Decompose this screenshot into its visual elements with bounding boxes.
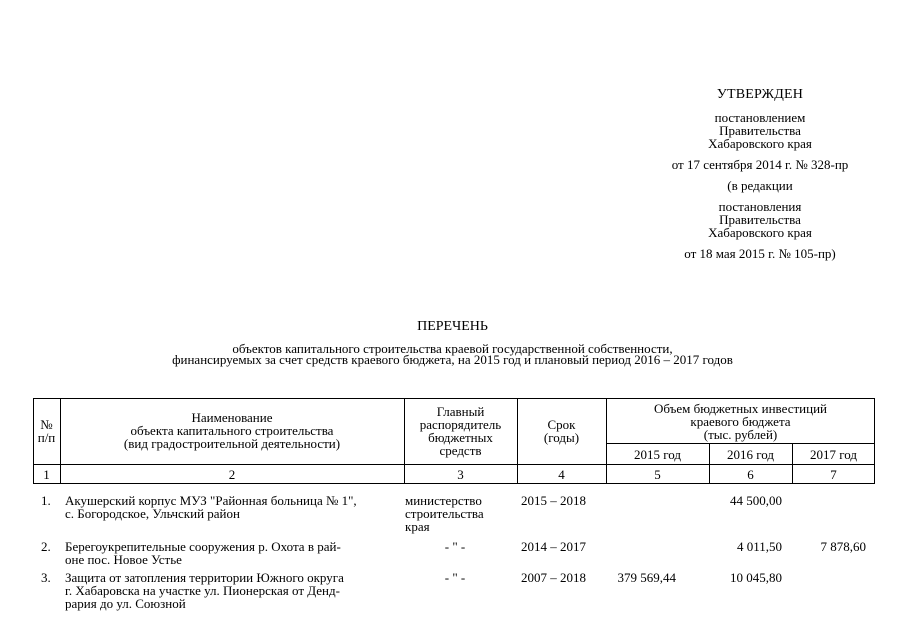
approval-line: от 17 сентября 2014 г. № 328-пр (671, 157, 849, 172)
header-name: Наименование объекта капитального строительства (вид градостроительной деятельности) (123, 410, 341, 451)
approval-block (640, 88, 880, 260)
term: 2015 – 2018 (521, 493, 586, 508)
col-number: 2 (228, 467, 236, 482)
col-number: 6 (747, 467, 754, 482)
value-2016: 10 045,80 (730, 570, 782, 585)
approval-line: Правительства (719, 123, 801, 138)
col-number: 5 (654, 467, 661, 482)
row-number: 1. (41, 493, 51, 508)
agency: министерство строительства края (405, 493, 484, 534)
approval-line: Хабаровского края (708, 225, 812, 240)
approval-line: постановлением (714, 110, 806, 125)
col-number: 4 (558, 467, 565, 482)
header-volume: Объем бюджетных инвестиций краевого бюджета (тыс. рублей) (654, 401, 827, 442)
value-2015: 379 569,44 (617, 570, 676, 585)
header-2015: 2015 год (634, 447, 681, 462)
header-agency: Главный распорядитель бюджетных средств (419, 404, 502, 458)
value-2016: 4 011,50 (736, 539, 782, 554)
col-number: 3 (457, 467, 464, 482)
approval-line: Хабаровского края (708, 136, 812, 151)
object-name: Защита от затопления территории Южного округа г. Хабаровска на участке ул. Пионерская от Денд- рария до ул. Союзной (65, 570, 344, 611)
object-name: Акушерский корпус МУЗ "Районная больница № 1", с. Богородское, Ульчский район (65, 493, 357, 521)
term: 2007 – 2018 (521, 570, 586, 585)
approved-stamp: УТВЕРЖДЕН (716, 87, 804, 102)
header-num: № п/п (37, 417, 56, 445)
header-2017: 2017 год (810, 447, 857, 462)
approval-line: (в редакции (727, 178, 793, 193)
row-number: 2. (41, 539, 51, 554)
object-name: Берегоукрепительные сооружения р. Охота в рай- оне пос. Новое Устье (65, 539, 341, 567)
document-subtitle: финансируемых за счет средств краевого бюджета, на 2015 год и плановый период 2016 – 2017 годов (172, 352, 733, 367)
term: 2014 – 2017 (521, 539, 586, 554)
row-number: 3. (41, 570, 51, 585)
header-term: Срок (годы) (543, 417, 580, 445)
document-subtitle: объектов капитального строительства краевой государственной собственности, (232, 341, 673, 356)
approval-line: Правительства (719, 212, 801, 227)
value-2017: 7 878,60 (820, 539, 866, 554)
col-number: 1 (43, 467, 50, 482)
approval-line: от 18 мая 2015 г. № 105-пр) (684, 246, 836, 261)
col-number: 7 (830, 467, 837, 482)
approval-line: постановления (718, 199, 802, 214)
agency: - " - (444, 539, 466, 554)
document-title: ПЕРЕЧЕНЬ (417, 319, 488, 334)
table-header (33, 398, 875, 484)
value-2016: 44 500,00 (730, 493, 782, 508)
header-2016: 2016 год (727, 447, 774, 462)
agency: - " - (444, 570, 466, 585)
